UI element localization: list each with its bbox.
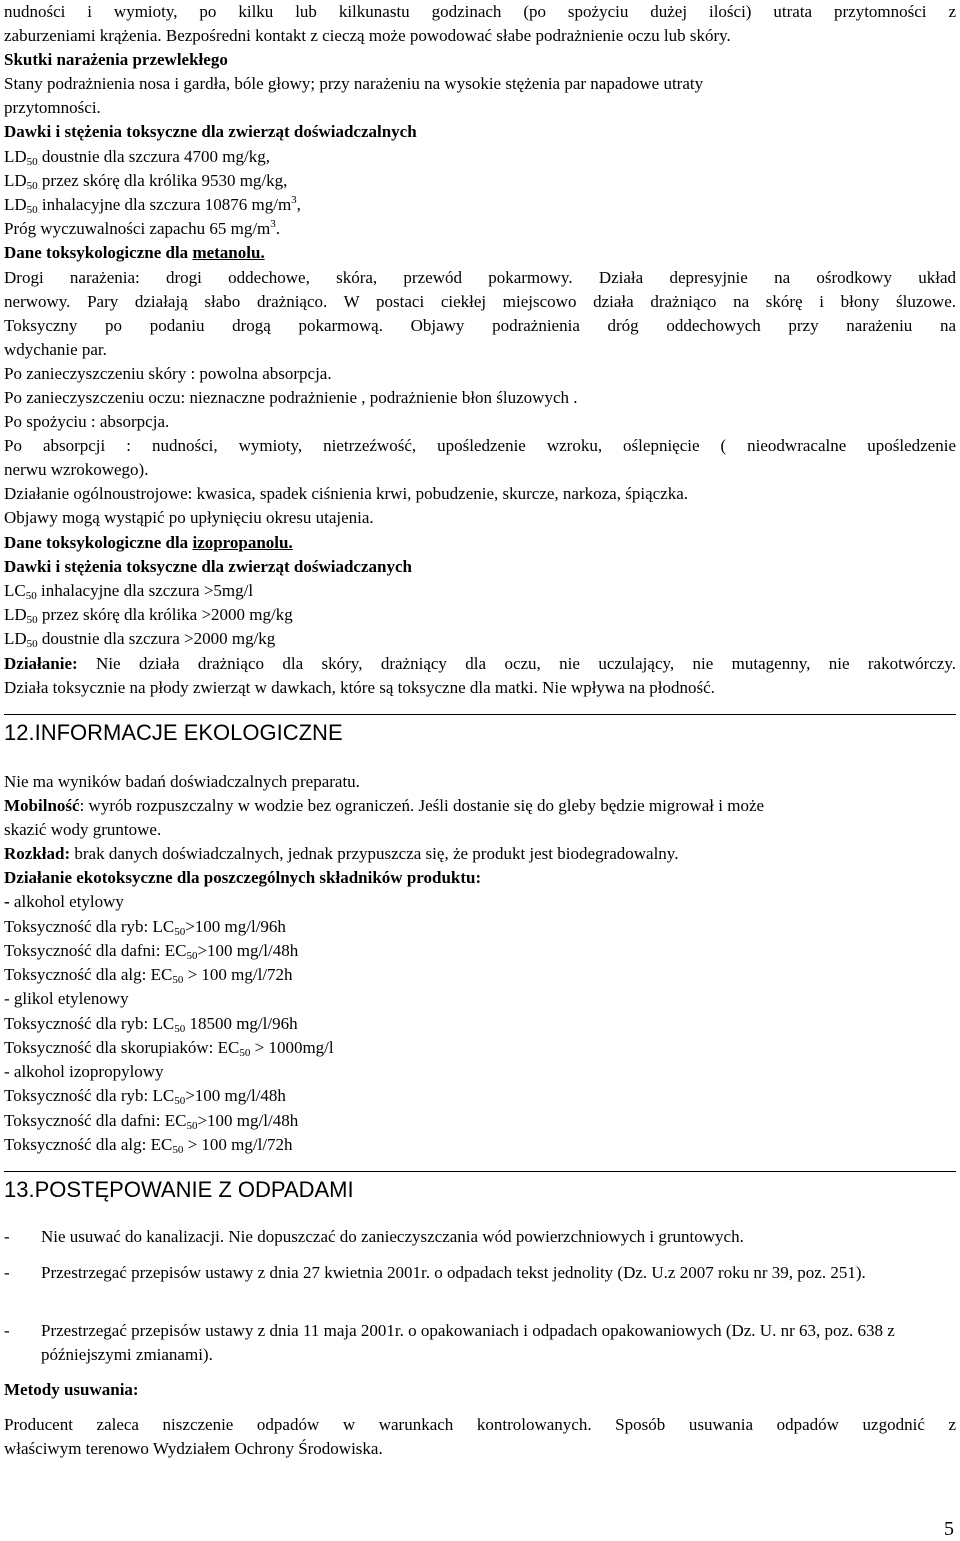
chronic-exposure-heading: Skutki narażenia przewlekłego: [4, 50, 228, 69]
component-name: alkohol etylowy: [13, 892, 124, 911]
tox-algae-line: [4, 1133, 956, 1157]
tox-value: >100 mg/l/48h: [197, 1111, 299, 1130]
tox-fish-line: [4, 1084, 956, 1108]
tox-crustaceans-line: [4, 1036, 956, 1060]
text-line: Objawy mogą wystąpić po upłynięciu okresu utajenia.: [4, 508, 374, 527]
text-line: Po absorpcji : nudności, wymioty, nietrzeźwość, upośledzenie wzroku, oślepnięcie ( nieodwracalne upośledzenie: [4, 436, 956, 455]
dose-text: doustnie dla szczura >2000 mg/kg: [37, 629, 276, 648]
subscript-50: 50: [25, 590, 37, 602]
tox-daphnia-line: [4, 939, 956, 963]
ld50-dermal-line: [4, 603, 956, 627]
tox-label: Toksyczność dla skorupiaków: EC: [4, 1038, 240, 1057]
text-line: Po spożyciu : absorpcja.: [4, 412, 170, 431]
ld50-dermal-line: [4, 169, 956, 193]
mobility-label: Mobilność: [4, 796, 80, 815]
tox-label: Toksyczność dla dafni: EC: [4, 1111, 187, 1130]
tox-label: Toksyczność dla ryb: LC: [4, 1086, 175, 1105]
subscript-50: 50: [186, 1120, 198, 1132]
subscript-50: 50: [26, 156, 38, 168]
list-item-text: Przestrzegać przepisów ustawy z dnia 11 maja 2001r. o opakowaniach i odpadach opakowaniowych (Dz. U. nr 63, poz. 638 z późniejszymi zmianami).: [41, 1321, 895, 1364]
dose-text: Próg wyczuwalności zapachu 65 mg/m: [4, 219, 271, 238]
mobility-line: [4, 794, 956, 818]
superscript-3: 3: [270, 218, 276, 230]
ld50-oral-line: [4, 145, 956, 169]
heading-substance: metanolu.: [192, 243, 265, 262]
tox-label: Toksyczność dla alg: EC: [4, 1135, 173, 1154]
dose-text: doustnie dla szczura 4700 mg/kg,: [37, 147, 270, 166]
degradation-line: [4, 842, 956, 866]
dash: -: [4, 892, 14, 911]
text-line: Działa toksycznie na płody zwierząt w dawkach, które są toksyczne dla matki. Nie wpływa na płodność.: [4, 678, 715, 697]
text-line: nerwowy. Pary działają słabo drażniąco. W postaci ciekłej miejscowo działa drażniąco na skórę i błony śluzowe.: [4, 292, 956, 311]
section-12-title: 12.INFORMACJE EKOLOGICZNE: [4, 714, 956, 749]
text-line: wdychanie par.: [4, 340, 107, 359]
text-line: Po zanieczyszczeniu skóry : powolna absorpcja.: [4, 364, 332, 383]
subscript-50: 50: [26, 614, 38, 626]
list-item-text: Nie usuwać do kanalizacji. Nie dopuszczać do zanieczyszczania wód powierzchniowych i gruntowych.: [41, 1227, 744, 1246]
action-label: Działanie:: [4, 654, 78, 673]
component-ethylene-glycol: - glikol etylenowy: [4, 989, 129, 1008]
tox-label: Toksyczność dla alg: EC: [4, 965, 173, 984]
subscript-50: 50: [26, 204, 38, 216]
lc50-inhalation-line: [4, 579, 956, 603]
list-item-text: Przestrzegać przepisów ustawy z dnia 27 kwietnia 2001r. o odpadach tekst jednolity (Dz. U.z 2007 roku nr 39, poz. 251).: [41, 1263, 866, 1282]
tox-value: >100 mg/l/96h: [185, 917, 286, 936]
tox-label: Toksyczność dla ryb: LC: [4, 917, 175, 936]
text-line: Nie ma wyników badań doświadczalnych preparatu.: [4, 772, 360, 791]
subscript-50: 50: [174, 1095, 186, 1107]
component-isopropanol: - alkohol izopropylowy: [4, 1062, 164, 1081]
dose-text: inhalacyjne dla szczura 10876 mg/m: [37, 195, 292, 214]
subscript-50: 50: [186, 950, 198, 962]
tox-algae-line: [4, 963, 956, 987]
punctuation: ,: [296, 195, 301, 214]
isopropanol-heading: [4, 531, 956, 555]
toxic-doses-heading: Dawki i stężenia toksyczne dla zwierząt doświadczalnych: [4, 122, 417, 141]
text-line: przytomności.: [4, 98, 101, 117]
ld50-inhalation-line: [4, 193, 956, 217]
text-line: Po zanieczyszczeniu oczu: nieznaczne podrażnienie , podrażnienie błon śluzowych .: [4, 388, 578, 407]
tox-daphnia-line: [4, 1109, 956, 1133]
dash: -: [4, 1321, 10, 1340]
text-line: Działanie ogólnoustrojowe: kwasica, spadek ciśnienia krwi, pobudzenie, skurcze, narkoza, śpiączka.: [4, 484, 689, 503]
tox-label: Toksyczność dla ryb: LC: [4, 1014, 175, 1033]
subscript-50: 50: [239, 1047, 251, 1059]
methanol-heading: [4, 241, 956, 265]
text-line: nerwu wzrokowego).: [4, 460, 149, 479]
degradation-label: Rozkład:: [4, 844, 71, 863]
text-line: Stany podrażnienia nosa i gardła, bóle głowy; przy narażeniu na wysokie stężenia par napadowe utraty: [4, 74, 704, 93]
page-number: 5: [944, 1518, 954, 1540]
ld-label: LD: [4, 147, 27, 166]
punctuation: .: [275, 219, 281, 238]
toxic-doses-heading: Dawki i stężenia toksyczne dla zwierząt doświadczanych: [4, 557, 412, 576]
ld-label: LD: [4, 629, 27, 648]
odor-threshold-line: [4, 217, 956, 241]
text-line: skazić wody gruntowe.: [4, 820, 162, 839]
subscript-50: 50: [174, 1023, 186, 1035]
text-line: nudności i wymioty, po kilku lub kilkunastu godzinach (po spożyciu dużej ilości) utrata przytomności z: [4, 2, 956, 21]
subscript-50: 50: [172, 1144, 184, 1156]
text-line: Toksyczny po podaniu drogą pokarmową. Objawy podrażnienia dróg oddechowych przy narażeniu na: [4, 316, 956, 335]
text-line: Producent zaleca niszczenie odpadów w warunkach kontrolowanych. Sposób usuwania odpadów uzgodnić z: [4, 1415, 956, 1434]
ld-label: LD: [4, 195, 27, 214]
text-line: Drogi narażenia: drogi oddechowe, skóra, przewód pokarmowy. Działa depresyjnie na ośrodkowy układ: [4, 268, 956, 287]
section-13-title: 13.POSTĘPOWANIE Z ODPADAMI: [4, 1171, 956, 1206]
component-ethanol: [4, 890, 956, 914]
tox-fish-line: [4, 1012, 956, 1036]
tox-fish-line: [4, 915, 956, 939]
ld50-oral-line: [4, 627, 956, 651]
tox-value: 18500 mg/l/96h: [185, 1014, 298, 1033]
tox-value: >100 mg/l/48h: [197, 941, 299, 960]
dose-text: inhalacyjne dla szczura >5mg/l: [36, 581, 254, 600]
superscript-3: 3: [291, 194, 297, 206]
heading-substance: izopropanolu.: [192, 533, 293, 552]
ecotox-heading: Działanie ekotoksyczne dla poszczególnych składników produktu:: [4, 868, 482, 887]
ld-label: LD: [4, 605, 27, 624]
subscript-50: 50: [174, 926, 186, 938]
lc-label: LC: [4, 581, 26, 600]
subscript-50: 50: [172, 974, 184, 986]
dose-text: przez skórę dla królika 9530 mg/kg,: [37, 171, 288, 190]
tox-value: > 100 mg/l/72h: [183, 1135, 293, 1154]
heading-text: Dane toksykologiczne dla: [4, 243, 193, 262]
dose-text: przez skórę dla królika >2000 mg/kg: [37, 605, 293, 624]
subscript-50: 50: [26, 180, 38, 192]
disposal-methods-heading: Metody usuwania:: [4, 1380, 139, 1399]
dash: -: [4, 1227, 10, 1246]
ld-label: LD: [4, 171, 27, 190]
dash: -: [4, 1263, 10, 1282]
degradation-text: brak danych doświadczalnych, jednak przypuszcza się, że produkt jest biodegradowalny.: [70, 844, 679, 863]
text-line: zaburzeniami krążenia. Bezpośredni kontakt z cieczą może powodować słabe podrażnienie oczu lub skóry.: [4, 26, 731, 45]
tox-value: > 100 mg/l/72h: [183, 965, 293, 984]
text-line: właściwym terenowo Wydziałem Ochrony Środowiska.: [4, 1439, 383, 1458]
tox-value: >100 mg/l/48h: [185, 1086, 286, 1105]
action-text: Nie działa drażniąco dla skóry, drażniący dla oczu, nie uczulający, nie mutagenny, nie rakotwórczy.: [77, 654, 956, 673]
heading-text: Dane toksykologiczne dla: [4, 533, 193, 552]
action-line: [4, 652, 956, 676]
mobility-text: : wyrób rozpuszczalny w wodzie bez ograniczeń. Jeśli dostanie się do gleby będzie migrował i może: [79, 796, 765, 815]
tox-label: Toksyczność dla dafni: EC: [4, 941, 187, 960]
subscript-50: 50: [26, 638, 38, 650]
tox-value: > 1000mg/l: [250, 1038, 334, 1057]
